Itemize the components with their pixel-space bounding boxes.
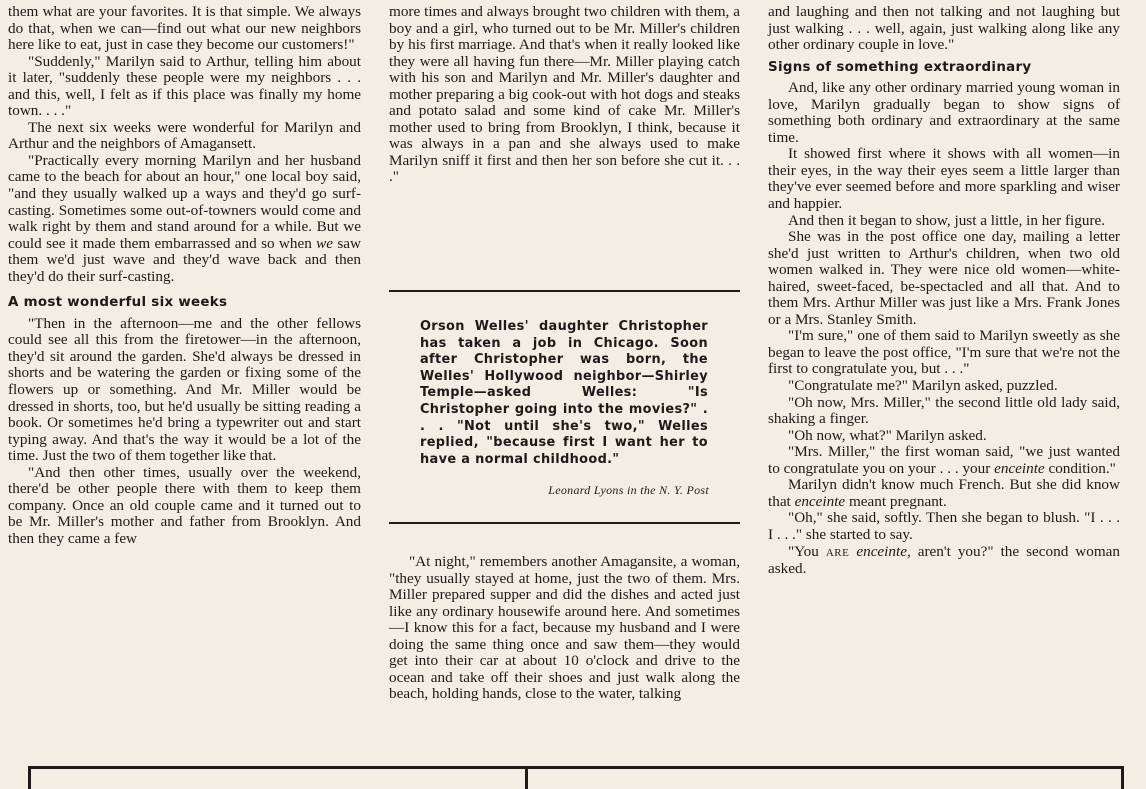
section-subhead: A most wonderful six weeks — [8, 295, 228, 311]
text-run: "Practically every morning Marilyn and her husband came to the beach for about an hour," one local boy said, "and they usually walked up a ways and they'd go surf-casting. Sometimes some out-of-towners would come and walk right by them and stand around for a while. But we could see it made them embarrassed and so when — [8, 151, 361, 252]
text-run: "You — [788, 542, 826, 560]
paragraph: "Oh now, Mrs. Miller," the second little old lady said, shaking a finger. — [768, 393, 1120, 428]
paragraph: "Suddenly," Marilyn said to Arthur, telling him about it later, "suddenly these people were my neighbors . . . and this, well, I felt as if this place was finally my home town. . . ." — [8, 52, 361, 120]
sidebar-credit: Leonard Lyons in the N. Y. Post — [548, 483, 709, 497]
text-run: condition." — [1044, 459, 1116, 477]
text-run: saw them we'd just wave and they'd wave back and then they'd do their surf-casting. — [8, 234, 361, 285]
section-subhead: Signs of something extraordinary — [768, 59, 1032, 75]
paragraph: "Congratulate me?" Marilyn asked, puzzled. — [788, 377, 1058, 395]
paragraph — [8, 153, 361, 285]
paragraph: The next six weeks were wonderful for Marilyn and Arthur and the neighbors of Amagansett. — [8, 118, 361, 153]
paragraph: And, like any other ordinary married young woman in love, Marilyn gradually began to show signs of something both ordinary and extraordinary at the same time. — [768, 79, 1120, 146]
article-column-2-bottom — [389, 554, 740, 703]
article-column-1 — [8, 4, 361, 548]
emphasis-text: enceinte — [994, 459, 1045, 477]
paragraph: and laughing and then not talking and not laughing but just walking . . . well, again, just walking along like any other ordinary couple in love." — [768, 3, 1120, 54]
paragraph: more times and always brought two children with them, a boy and a girl, who turned out to be Mr. Miller's children by his first marriage. And that's when it really looked like they were all having fun there—Mr. Miller playing catch with his son and Marilyn and Mr. Miller's daughter and mother preparing a big cook-out with hot dogs and steaks and potato salad and some kind of cake Mr. Miller's mother used to bring from Brooklyn, I think, because it was always in a pan and she always used to make Marilyn sniff it first and then her son before she cut it. . . ." — [389, 3, 740, 186]
paragraph: them what are your favorites. It is that simple. We always do that, when we can—find out what our new neighbors here like to eat, just in case they become our customers!" — [8, 3, 361, 54]
paragraph: And then it began to show, just a little, in her figure. — [788, 211, 1106, 229]
paragraph: "Oh," she said, softly. Then she began to blush. "I . . . I . . ." she started to say. — [768, 509, 1120, 543]
emphasis-text: we — [316, 234, 334, 252]
article-column-3 — [768, 4, 1120, 578]
bottom-border-frame — [28, 766, 1124, 789]
text-run: Marilyn didn't know much French. But she did know that — [768, 476, 1120, 510]
paragraph: "At night," remembers another Amagansite, a woman, "they usually stayed at home, just the two of them. Mrs. Miller prepared supper and did the dishes and acted just like any ordinary housewife around here. And sometimes—I know this for a fact, because my husband and I were doing the same thing once and saw them—they would get into their car at about 10 o'clock and drive to the ocean and take off their shoes and just walk along the beach, holding hands, close to the water, talking — [389, 553, 740, 703]
paragraph — [768, 477, 1120, 510]
emphasis-text: enceinte — [794, 492, 846, 510]
small-caps-text: ARE — [825, 546, 850, 559]
article-column-2-top — [389, 4, 740, 186]
paragraph — [768, 444, 1120, 477]
paragraph: She was in the post office one day, mailing a letter she'd just written to Arthur's children, when two old women walked in. They were nice old women—white-haired, sweet-faced, be-spectacled and all that. And to them Mrs. Arthur Miller was just like a Mrs. Frank Jones or a Mrs. Stanley Smith. — [768, 228, 1120, 328]
paragraph — [768, 544, 1120, 578]
paragraph: "Oh now, what?" Marilyn asked. — [788, 426, 987, 444]
text-run: "Mrs. Miller," the first woman said, "we just wanted to congratulate you on your . . . your — [768, 443, 1120, 477]
paragraph: "I'm sure," one of them said to Marilyn sweetly as she began to leave the post office, "I'm sure that we're not the first to congratulate you, but . . ." — [768, 327, 1120, 378]
paragraph: It showed first where it shows with all women—in their eyes, in the way their eyes seem a little larger than they've ever seemed before and more sparkling and wiser and happier. — [768, 145, 1120, 213]
frame-divider — [525, 769, 528, 789]
sidebar-box — [389, 290, 740, 524]
text-run: aren't you?" the second woman asked. — [768, 542, 1121, 578]
paragraph: "Then in the afternoon—me and the other fellows could see all this from the firetower—in the afternoon, they'd sit around the garden. She'd always be dressed in shorts and be watering the garden or fixing some of the flowers up or something. And Mr. Miller would be dressed in shorts, too, but he'd usually be sitting reading a book. Or sometimes he'd bring a typewriter out and start typing away. And that's the way it would be a lot of the time. Just the two of them together like that. — [8, 314, 361, 465]
emphasis-text: enceinte, — [856, 542, 911, 560]
sidebar-quote: Orson Welles' daughter Christopher has taken a job in Chicago. Soon after Christopher was born, the Welles' Hollywood neighbor—Shirley Temple—asked Welles: "Is Christopher going into the movies?" . . . "Not until she's two," Welles replied, "because first I want her to have a normal childhood." — [420, 319, 708, 467]
paragraph: "And then other times, usually over the weekend, there'd be other people there with them to keep them company. Once an old couple came and it turned out to be Mr. Miller's mother and father from Brooklyn. And then they came a few — [8, 463, 361, 547]
text-run: meant pregnant. — [845, 492, 947, 510]
